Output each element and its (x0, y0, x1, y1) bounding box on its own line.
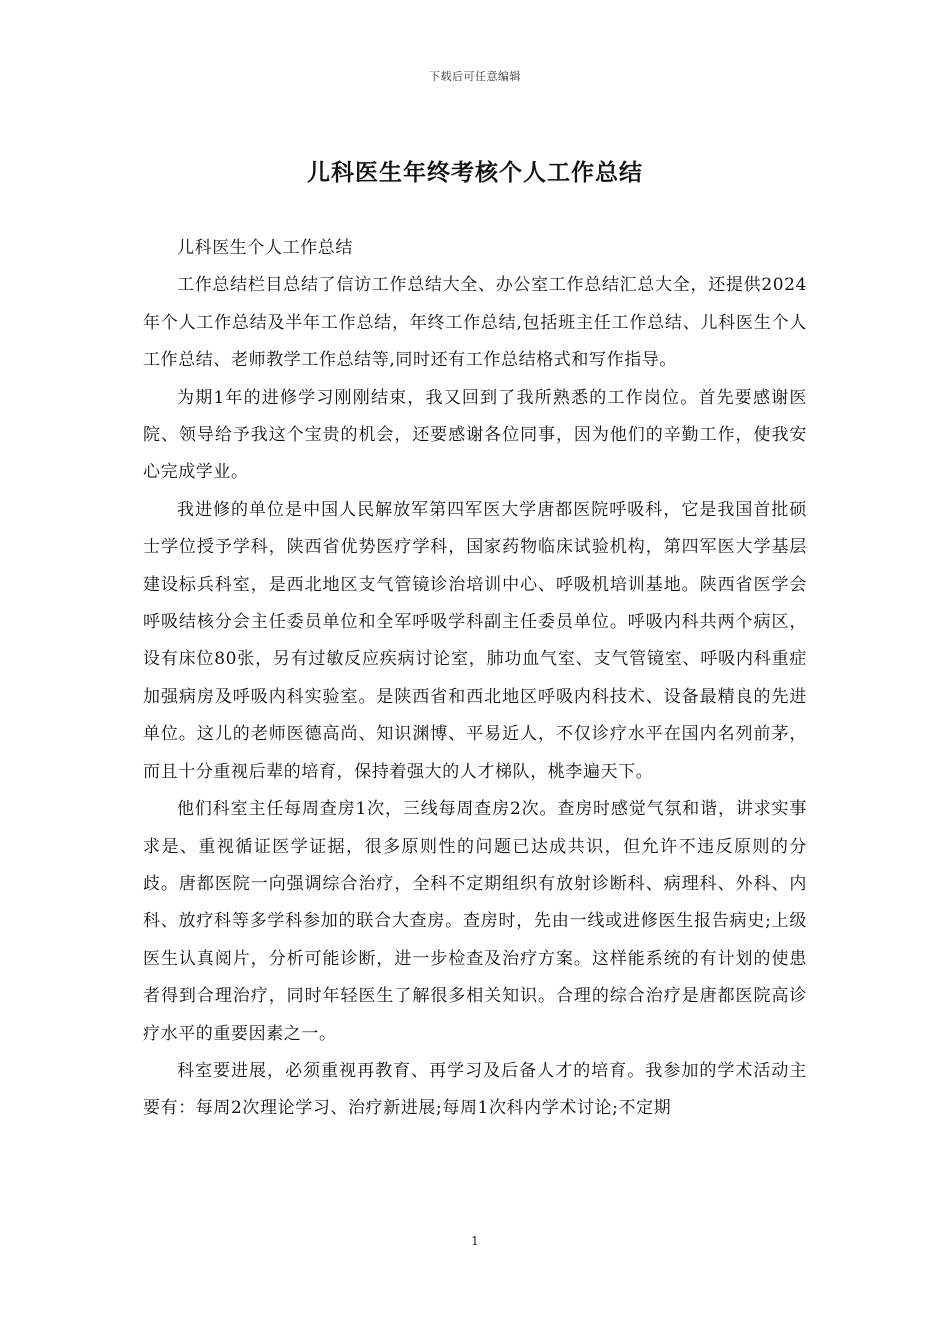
document-title: 儿科医生年终考核个人工作总结 (307, 159, 643, 186)
paragraph: 科室要进展，必须重视再教育、再学习及后备人才的培育。我参加的学术活动主要有：每周2次理论学习、治疗新进展;每周1次科内学术讨论;不定期 (143, 1060, 807, 1119)
paragraph: 我进修的单位是中国人民解放军第四军医大学唐都医院呼吸科，它是我国首批硕士学位授予学科，陕西省优势医疗学科，国家药物临床试验机构，第四军医大学基层建设标兵科室，是西北地区支气管镜诊治培训中心、呼吸机培训基地。陕西省医学会呼吸结核分会主任委员单位和全军呼吸学科副主任委员单位。呼吸内科共两个病区，设有床位80张，另有过敏反应疾病讨论室，肺功血气室、支气管镜室、呼吸内科重症加强病房及呼吸内科实验室。是陕西省和西北地区呼吸内科技术、设备最精良的先进单位。这儿的老师医德高尚、知识渊博、平易近人，不仅诊疗水平在国内名列前茅，而且十分重视后辈的培育，保持着强大的人才梯队，桃李遍天下。 (143, 499, 807, 782)
paragraph-subtitle: 儿科医生个人工作总结 (177, 238, 353, 258)
page-number: 1 (471, 1234, 479, 1248)
paragraph: 为期1年的进修学习刚刚结束，我又回到了我所熟悉的工作岗位。首先要感谢医院、领导给予我这个宝贵的机会，还要感谢各位同事，因为他们的辛勤工作，使我安心完成学业。 (143, 387, 807, 483)
paragraph: 工作总结栏目总结了信访工作总结大全、办公室工作总结汇总大全，还提供2024年个人工作总结及半年工作总结，年终工作总结,包括班主任工作总结、儿科医生个人工作总结、老师教学工作总结等,同时还有工作总结格式和写作指导。 (143, 275, 807, 371)
header-note: 下载后可任意编辑 (429, 70, 521, 83)
paragraph: 他们科室主任每周查房1次，三线每周查房2次。查房时感觉气氛和谐，讲求实事求是、重视循证医学证据，很多原则性的问题已达成共识，但允许不违反原则的分歧。唐都医院一向强调综合治疗，全科不定期组织有放射诊断科、病理科、外科、内科、放疗科等多学科参加的联合大查房。查房时，先由一线或进修医生报告病史;上级医生认真阅片，分析可能诊断，进一步检查及治疗方案。这样能系统的有计划的使患者得到合理治疗，同时年轻医生了解很多相关知识。合理的综合治疗是唐都医院高诊疗水平的重要因素之一。 (143, 799, 807, 1044)
document-body (143, 230, 807, 1128)
